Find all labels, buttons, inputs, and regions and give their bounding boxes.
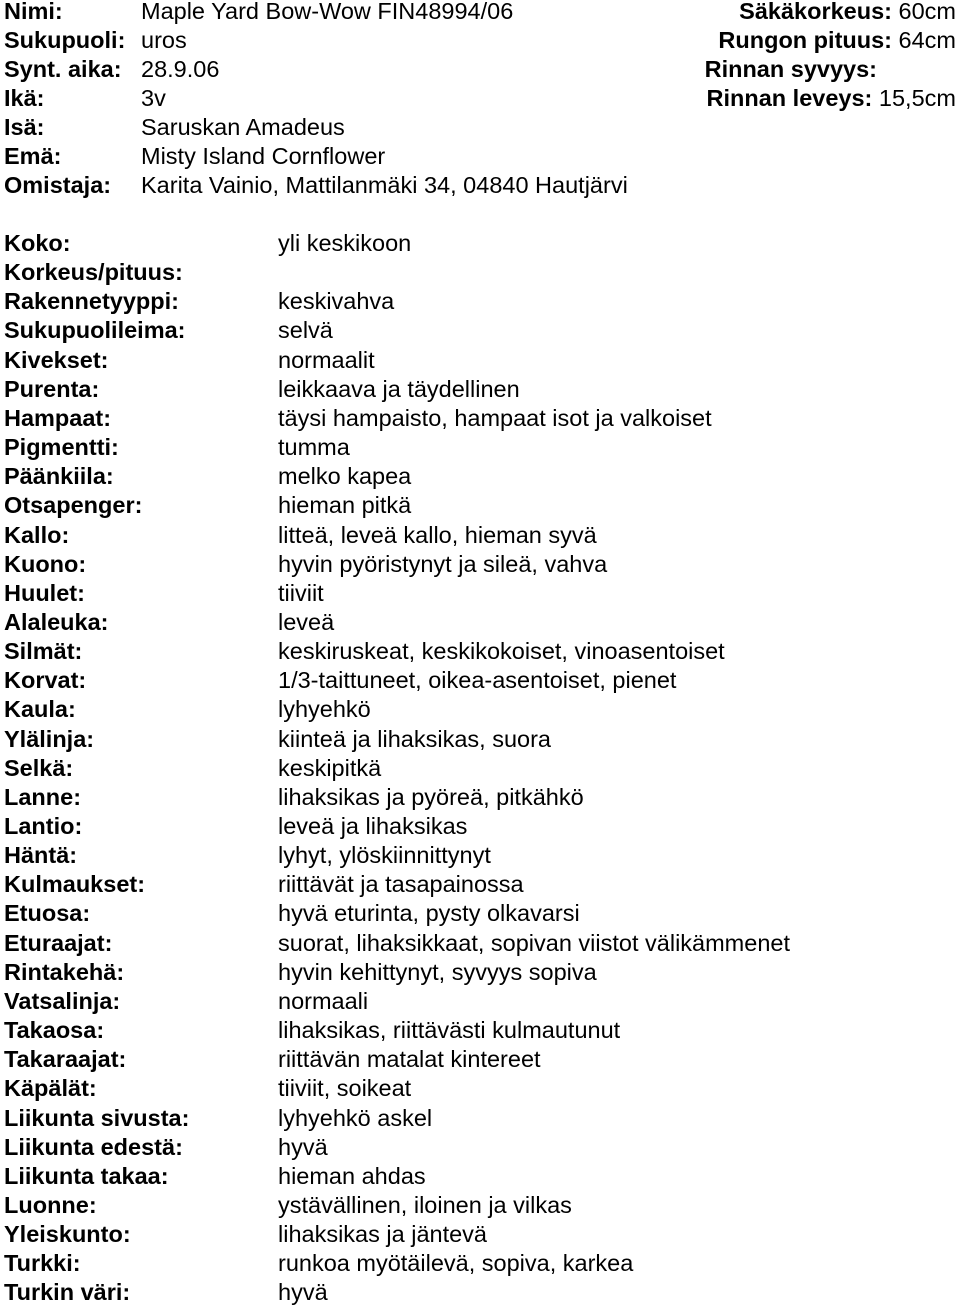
body-length-value: 64cm bbox=[898, 27, 956, 53]
evaluation-value: runkoa myötäilevä, sopiva, karkea bbox=[278, 1250, 634, 1277]
evaluation-value: keskipitkä bbox=[278, 754, 382, 781]
evaluation-value: hyvä eturinta, pysty olkavarsi bbox=[278, 900, 580, 927]
birth-label: Synt. aika: bbox=[4, 56, 122, 82]
name-value: Maple Yard Bow-Wow FIN48994/06 bbox=[141, 0, 514, 24]
chest-depth-label: Rinnan syvyys: bbox=[704, 56, 877, 82]
height-label: Säkäkorkeus: bbox=[739, 0, 899, 24]
evaluation-value: lihaksikas, riittävästi kulmautunut bbox=[278, 1017, 621, 1043]
evaluation-value: keskivahva bbox=[278, 288, 395, 315]
evaluation-value: yli keskikoon bbox=[278, 230, 412, 256]
body-length-label: Rungon pituus: bbox=[718, 27, 899, 53]
evaluation-row bbox=[4, 316, 954, 345]
evaluation-value: suorat, lihaksikkaat, sopivan viistot välikämmenet bbox=[278, 929, 790, 956]
evaluation-value: hieman ahdas bbox=[278, 1162, 426, 1189]
owner-value: Karita Vainio, Mattilanmäki 34, 04840 Hautjärvi bbox=[141, 172, 628, 198]
evaluation-value: melko kapea bbox=[278, 463, 412, 490]
evaluation-value: normaalit bbox=[278, 346, 375, 373]
body-length-row bbox=[718, 26, 956, 55]
evaluation-value: selvä bbox=[278, 317, 333, 344]
evaluation-label: Turkin väri: bbox=[4, 1279, 131, 1306]
evaluation-label: Turkki: bbox=[4, 1250, 81, 1277]
evaluation-label: Yleiskunto: bbox=[4, 1221, 131, 1248]
evaluation-label: Liikunta edestä: bbox=[4, 1133, 183, 1160]
evaluation-value: täysi hampaisto, hampaat isot ja valkoiset bbox=[278, 404, 712, 431]
evaluation-label: Liikunta takaa: bbox=[4, 1162, 169, 1189]
evaluation-value: tumma bbox=[278, 434, 350, 460]
evaluation-row bbox=[4, 462, 954, 491]
chest-depth-row bbox=[705, 55, 877, 84]
evaluation-label: Käpälät: bbox=[4, 1075, 97, 1102]
sex-label: Sukupuoli: bbox=[4, 27, 126, 53]
evaluation-label: Otsapenger: bbox=[4, 492, 143, 519]
evaluation-label: Silmät: bbox=[4, 638, 83, 665]
evaluation-row bbox=[4, 1162, 954, 1191]
evaluation-value: lyhyehkö askel bbox=[278, 1104, 433, 1131]
evaluation-value: riittävän matalat kintereet bbox=[278, 1046, 541, 1073]
evaluation-label: Sukupuolileima: bbox=[4, 317, 186, 344]
evaluation-row bbox=[4, 1016, 954, 1045]
evaluation-value: tiiviit bbox=[278, 579, 324, 606]
evaluation-row bbox=[4, 870, 954, 899]
chest-width-label: Rinnan leveys: bbox=[706, 85, 879, 111]
evaluation-label: Huulet: bbox=[4, 579, 85, 606]
owner-label: Omistaja: bbox=[4, 172, 112, 198]
height-value: 60cm bbox=[898, 0, 956, 24]
evaluation-value: tiiviit, soikeat bbox=[278, 1075, 412, 1102]
evaluation-label: Kivekset: bbox=[4, 346, 109, 373]
evaluation-value: lihaksikas ja jäntevä bbox=[278, 1221, 487, 1248]
evaluation-row bbox=[4, 1074, 954, 1103]
sex-value: uros bbox=[141, 27, 187, 53]
dam-label: Emä: bbox=[4, 143, 62, 169]
evaluation-label: Purenta: bbox=[4, 375, 100, 402]
evaluation-label: Korkeus/pituus: bbox=[4, 259, 183, 286]
evaluation-row bbox=[4, 1278, 954, 1307]
evaluation-label: Päänkiila: bbox=[4, 463, 114, 490]
evaluation-row bbox=[4, 1133, 954, 1162]
evaluation-row bbox=[4, 1249, 954, 1278]
birth-value: 28.9.06 bbox=[141, 56, 220, 82]
evaluation-label: Häntä: bbox=[4, 842, 78, 869]
evaluation-label: Liikunta sivusta: bbox=[4, 1104, 190, 1131]
evaluation-value: normaali bbox=[278, 987, 369, 1014]
evaluation-row bbox=[4, 375, 954, 404]
evaluation-row bbox=[4, 783, 954, 812]
evaluation-row bbox=[4, 608, 954, 637]
evaluation-label: Takaraajat: bbox=[4, 1046, 127, 1073]
evaluation-label: Korvat: bbox=[4, 667, 87, 694]
evaluation-value: hyvä bbox=[278, 1279, 328, 1306]
age-label: Ikä: bbox=[4, 85, 45, 111]
evaluation-label: Alaleuka: bbox=[4, 609, 109, 635]
evaluation-row bbox=[4, 754, 954, 783]
evaluation-row bbox=[4, 433, 954, 462]
evaluation-value: lihaksikas ja pyöreä, pitkähkö bbox=[278, 783, 584, 810]
evaluation-value: lyhyt, ylöskiinnittynyt bbox=[278, 842, 491, 869]
sire-label: Isä: bbox=[4, 114, 45, 140]
evaluation-label: Kaula: bbox=[4, 696, 76, 723]
evaluation-value: ystävällinen, iloinen ja vilkas bbox=[278, 1191, 572, 1218]
evaluation-value: keskiruskeat, keskikokoiset, vinoasentoiset bbox=[278, 638, 725, 665]
evaluation-row bbox=[4, 841, 954, 870]
evaluation-label: Rakennetyyppi: bbox=[4, 288, 179, 315]
evaluation-label: Kallo: bbox=[4, 521, 70, 548]
chest-width-value: 15,5cm bbox=[878, 85, 956, 111]
evaluation-row bbox=[4, 637, 954, 666]
evaluation-row bbox=[4, 258, 954, 287]
evaluation-row bbox=[4, 899, 954, 928]
evaluation-label: Eturaajat: bbox=[4, 929, 113, 956]
evaluation-label: Rintakehä: bbox=[4, 958, 125, 985]
evaluation-row bbox=[4, 958, 954, 987]
evaluation-label: Kulmaukset: bbox=[4, 871, 146, 898]
evaluation-row bbox=[4, 229, 954, 258]
evaluation-row bbox=[4, 666, 954, 695]
evaluation-row bbox=[4, 491, 954, 520]
evaluation-row bbox=[4, 579, 954, 608]
evaluation-label: Kuono: bbox=[4, 550, 87, 577]
evaluation-value: hyvin kehittynyt, syvyys sopiva bbox=[278, 958, 597, 985]
evaluation-row bbox=[4, 346, 954, 375]
dam-value: Misty Island Cornflower bbox=[141, 143, 386, 169]
evaluation-label: Selkä: bbox=[4, 754, 74, 781]
evaluation-label: Pigmentti: bbox=[4, 434, 119, 460]
sire-value: Saruskan Amadeus bbox=[141, 114, 345, 140]
evaluation-value: litteä, leveä kallo, hieman syvä bbox=[278, 521, 597, 548]
evaluation-label: Lantio: bbox=[4, 813, 83, 839]
evaluation-label: Luonne: bbox=[4, 1191, 97, 1218]
evaluation-label: Koko: bbox=[4, 230, 71, 256]
evaluation-value: riittävät ja tasapainossa bbox=[278, 871, 524, 898]
evaluation-value: lyhyehkö bbox=[278, 696, 371, 723]
evaluation-row bbox=[4, 550, 954, 579]
height-row bbox=[739, 0, 956, 26]
evaluation-row bbox=[4, 287, 954, 316]
evaluation-label: Takaosa: bbox=[4, 1017, 105, 1043]
evaluation-label: Etuosa: bbox=[4, 900, 91, 927]
evaluation-value: leveä bbox=[278, 609, 335, 635]
evaluation-value: kiinteä ja lihaksikas, suora bbox=[278, 725, 551, 752]
evaluation-row bbox=[4, 695, 954, 724]
evaluation-row bbox=[4, 404, 954, 433]
evaluation-row bbox=[4, 929, 954, 958]
evaluation-label: Hampaat: bbox=[4, 404, 112, 431]
evaluation-value: hyvin pyöristynyt ja sileä, vahva bbox=[278, 550, 608, 577]
evaluation-row bbox=[4, 1104, 954, 1133]
evaluation-label: Lanne: bbox=[4, 783, 82, 810]
evaluation-row bbox=[4, 1191, 954, 1220]
evaluation-value: leveä ja lihaksikas bbox=[278, 813, 468, 839]
evaluation-value: leikkaava ja täydellinen bbox=[278, 375, 520, 402]
evaluation-row bbox=[4, 521, 954, 550]
evaluation-row bbox=[4, 812, 954, 841]
evaluation-value: hyvä bbox=[278, 1133, 328, 1160]
evaluation-value: 1/3-taittuneet, oikea-asentoiset, pienet bbox=[278, 667, 677, 694]
evaluation-row bbox=[4, 725, 954, 754]
evaluation-label: Ylälinja: bbox=[4, 725, 95, 752]
evaluation-label: Vatsalinja: bbox=[4, 987, 121, 1014]
evaluation-row bbox=[4, 1220, 954, 1249]
age-value: 3v bbox=[141, 85, 166, 111]
evaluation-row bbox=[4, 1045, 954, 1074]
evaluation-row bbox=[4, 987, 954, 1016]
chest-width-row bbox=[707, 84, 956, 113]
evaluation-value: hieman pitkä bbox=[278, 492, 412, 519]
name-label: Nimi: bbox=[4, 0, 63, 24]
